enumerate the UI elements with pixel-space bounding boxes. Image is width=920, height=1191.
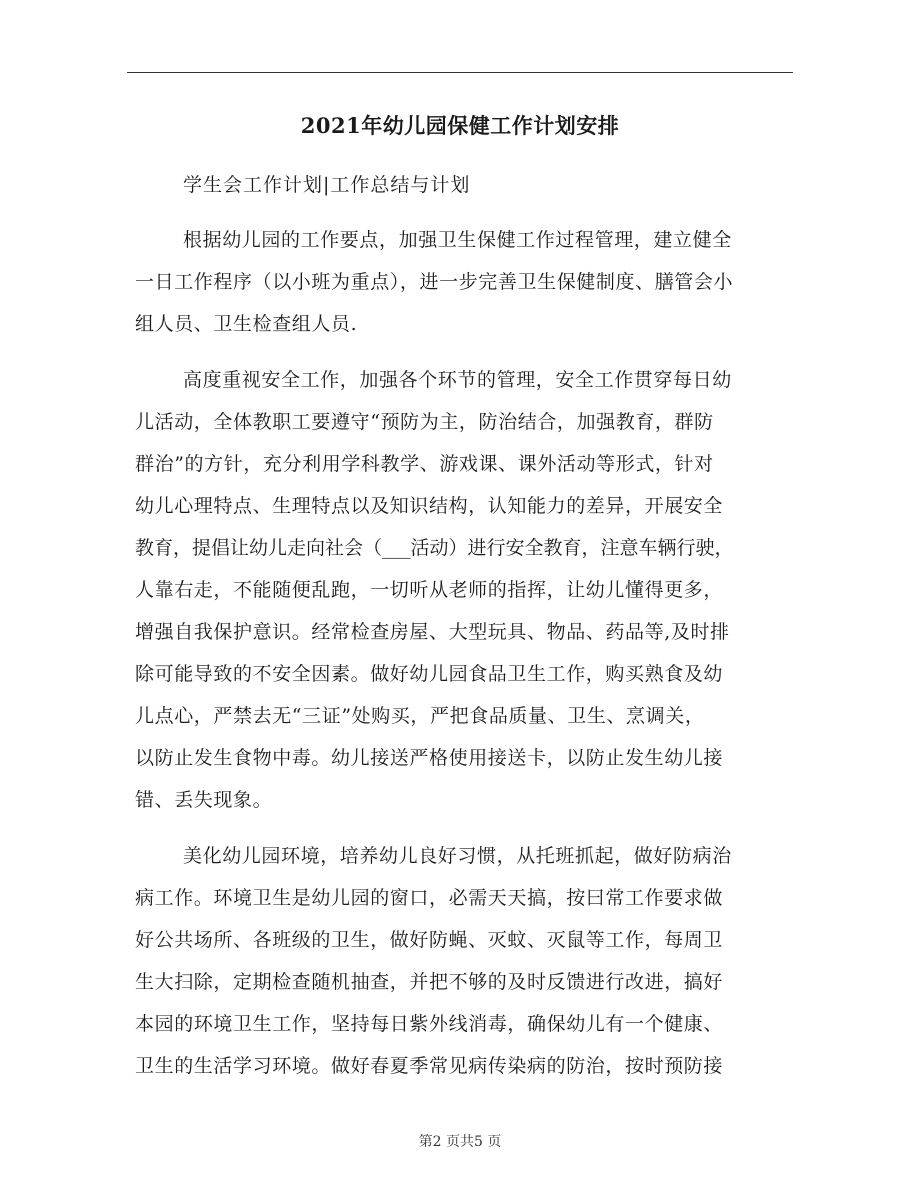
paragraph-3-line-1: 美化幼儿园环境，培养幼儿良好习惯，从托班抓起，做好防病治 [183,845,732,867]
paragraph-3-line-4: 生大扫除，定期检查随机抽查，并把不够的及时反馈进行改进，搞好 [135,971,724,993]
paragraph-1-line-2: 一日工作程序（以小班为重点），进一步完善卫生保健制度、膳管会小 [135,271,734,293]
paragraph-3-line-5: 本园的环境卫生工作，坚持每日紫外线消毒，确保幼儿有一个健康、 [135,1013,724,1035]
paragraph-2-line-2: 儿活动，全体教职工要遵守“预防为主，防治结合，加强教育，群防 [135,411,714,433]
paragraph-3-line-2: 病工作。环境卫生是幼儿园的窗口，必需天天搞，按曰常工作要求做 [135,887,724,909]
paragraph-2-line-9: 儿点心，严禁去无“三证”处购买，严把食品质量、卫生、烹调关， [135,705,705,727]
paragraph-2-line-10: 以防止发生食物中毒。幼儿接送严格使用接送卡，以防止发生幼儿接 [135,747,724,769]
paragraph-3-line-3: 好公共场所、各班级的卫生，做好防蝇、灭蚊、灭鼠等工作，每周卫 [135,929,724,951]
paragraph-1-line-3: 组人员、卫生检查组人员. [135,313,358,335]
header-rule [127,72,793,73]
paragraph-2-line-8: 除可能导致的不安全因素。做好幼儿园食品卫生工作，购买熟食及幼 [135,663,724,685]
document-category: 学生会工作计划|工作总结与计划 [183,174,471,196]
document-title: 2021年幼儿园保健工作计划安排 [300,113,620,138]
paragraph-3-line-6: 卫生的生活学习环境。做好春夏季常见病传染病的防治，按时预防接 [135,1055,724,1077]
paragraph-2-line-1: 高度重视安全工作，加强各个环节的管理，安全工作贯穿每日幼 [183,369,732,391]
paragraph-2-line-11: 错、丢失现象。 [135,789,273,811]
paragraph-2-line-5: 教育，提倡让幼儿走向社会（___活动）进行安全教育，注意车辆行驶， [135,537,734,559]
paragraph-2-line-3: 群治”的方针，充分利用学科教学、游戏课、课外活动等形式，针对 [135,453,714,475]
paragraph-1-line-1: 根据幼儿园的工作要点，加强卫生保健工作过程管理，建立健全 [183,229,732,251]
paragraph-2-line-4: 幼儿心理特点、生理特点以及知识结构，认知能力的差异，开展安全 [135,495,724,517]
page-number-footer: 第2 页共5 页 [418,1134,502,1150]
paragraph-2-line-6: 人靠右走，不能随便乱跑，一切听从老师的指挥，让幼儿懂得更多， [135,579,724,601]
paragraph-2-line-7: 增强自我保护意识。经常检查房屋、大型玩具、物品、药品等,及时排 [135,621,730,643]
